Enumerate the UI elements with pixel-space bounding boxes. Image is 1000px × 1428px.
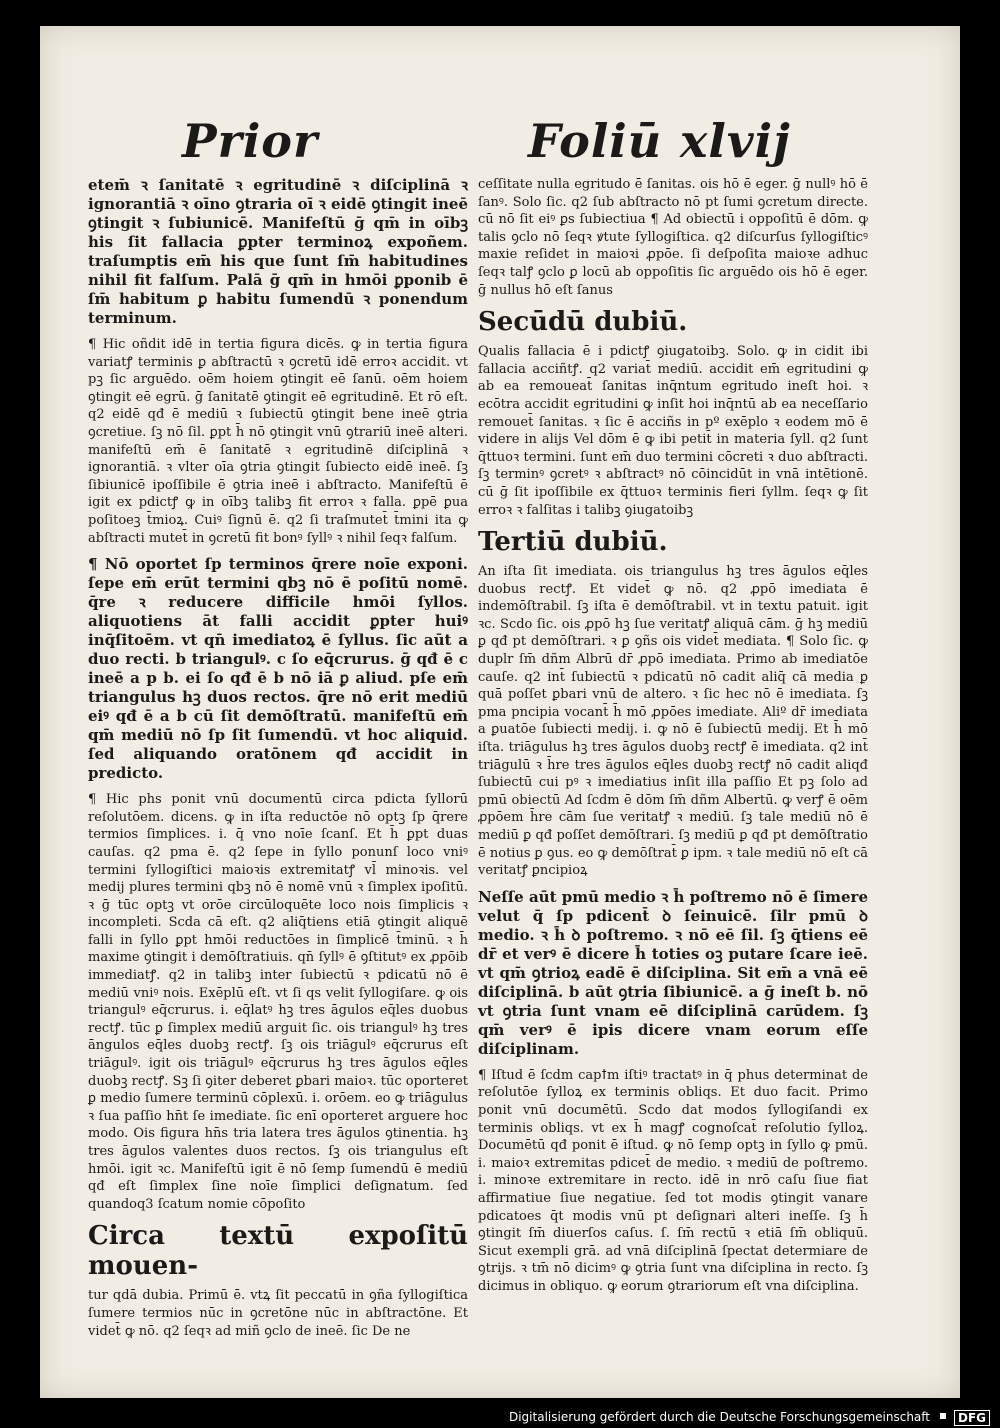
paragraph: [88, 555, 468, 783]
paragraph: [88, 791, 468, 1213]
paragraph-text: An iſta ſit imediata. ois triangulus hꝫ tres āgulos eq̄les duobus rectꝭ. Et videt̄ ꝙ nō. q2 ꝓpō imediata ē indemōſtrabil. ſꝫ iſta ē demōſtrabil. vt in textu patuit. igit ꝛc. Scdo ſic. ois ꝓpō hꝫ ſue veritatꝭ aliquā cām. ḡ hꝫ mediū ꝑ qđ pt demōſtrari. ꝛ ꝑ ꝯñs ois videt̄ mediata. ¶ Solo ſic. ꝙ duplr ſm̄ dñm Albrū dr̄ ꝓpō imediata. Primo ab imediatōe cauſe. q2 int̄ ſubiectū ꝛ pdicatū nō cadit aliq̄ cā media ꝑ quā poſſet ꝑbari vnū de altero. ꝛ ſic hec nō ē imediata. ſꝫ pma pncipia vocant̄ h̄ mō ꝓpōes imediate. Aliº dr̄ imediata a ꝑuatōe ſubiecti medij. i. ꝙ nō ē ſubiectū medij. Et h̄ mō iſta. triāgulus hꝫ tres āgulos duobꝫ rectꝭ ē imediata. q2 int̄ triāgulū ꝛ h̄re tres āgulos eq̄les duobꝫ rectꝭ nō cadit aliqđ ſubiectū cui pꝰ ꝛ imediatius inſit illa paſſio Et pꝫ ſolo ad pmū obiectū Ad ſcdm ē dōm ſm̄ dñm Albertū. ꝙ verꝭ ē oēm ꝓpōem h̄re cām ſue veritatꝭ ꝛ mediū. ſꝫ tale mediū nō ē mediū ꝑ qđ poſſet demōſtrari. ſꝫ mediū ꝑ qđ pt demōſtratio ē notius ꝑ ꝯus. eo ꝙ demōſtrat̄ ꝑ ipm. ꝛ tale mediū nō eſt cā veritatꝭ ꝑncipioꝝ: [478, 564, 868, 879]
paragraph-text: Neſſe aūt pmū medio ꝛ h̄ poſtremo nō ē ſimere velut q̄ ſp pdicent̄ ꝺ ſeinuicē. ſilr pmū ꝺ medio. ꝛ h̄ ꝺ poſtremo. ꝛ nō eē ſil. ſꝫ q̄tiens eē dr̄ et verꝰ ē dicere h̄ toties oꝫ putare ſcare ieē. vt qm̄ ꝯtrioꝝ eadē ē diſciplina. Sit em̄ a vnā eē diſciplinā. b aūt ꝯtria ſibiunicē. a ḡ ineſt b. nō vt ꝯtria ſunt vnam eē diſciplinā carūdem. ſꝫ qm̄ verꝰ ē ipis dicere vnam eorum eſſe diſciplinam.: [478, 887, 868, 1058]
paragraph-text: Qualis fallacia ē i pdictꝭ ꝯiugatoibꝫ. Solo. ꝙ in cidit ibi fallacia acciñtꝭ. q2 variat̄ mediū. accidit em̄ egritudini ꝙ ab ea remoueat̄ ſanitas inq̄ntum egritudo ineſt hoi. ꝛ ecōtra accidit egritudini ꝙ inſit hoi inq̄ntū ab ea neceſſario remouet̄ ſanitas. ꝛ ſic ē acciñs in pº exēplo ꝛ eodem mō ē videre in alijs Vel dōm ē ꝙ ibi petit̄ in materia ſyll. q2 ſunt q̄ttuoꝛ termini. ſunt em̄ duo termini cōcreti ꝛ duo abſtracti. ſꝫ terminꝰ ꝯcretꝰ ꝛ abſtractꝰ nō cōincidūt in vnā intētionē. cū ḡ ſit ipoſſibile ex q̄ttuoꝛ terminis fieri ſyllm. ſeqꝛ ꝙ ſit erroꝛ ꝛ falſitas i talibꝫ ꝯiugatoibꝫ: [478, 344, 868, 518]
running-head-left: Prior: [182, 114, 319, 168]
right-column: [478, 176, 868, 1304]
paragraph-text: ceſſitate nulla egritudo ē ſanitas. ois hō ē eger. ḡ nullꝰ hō ē ſanꝰ. Solo ſic. q2 ſub abſtracto nō pt ſumi ꝯcretum directe. cū nō ſit eiꝰ ꝑs ſubiectiua ¶ Ad obiectū i oppoſitū ē dōm. ꝙ talis ꝯclo nō ſeqꝛ ꝟtute ſyllogiſtica. q2 diſcurſus ſyllogiſticꝰ maxie reſidet in maioꝛi ꝓpōe. ſi deſpoſita maioꝛe adhuc ſeqꝛ talꝭ ꝯclo ꝑ locū ab oppoſitis ſic arguēdo ois hō ē eger. ḡ nullus hō eſt ſanus: [478, 177, 868, 298]
paragraph-text: etem̄ ꝛ ſanitatē ꝛ egritudinē ꝛ diſciplinā ꝛ ignorantiā ꝛ oīno ꝯtraria oī ꝛ eidē ꝯtingit ineē ꝯtingit ꝛ ſubiunicē. Manifeſtū ḡ qm̄ in oībꝫ his ſit fallacia ꝑpter terminoꝝ expoñem. traſumptis em̄ his que ſunt ſm̄ habitudines nihil fit falſum. Palā ḡ qm̄ in hmōi ꝑponib ē ſm̄ habitum ꝑ habitu ſumendū ꝛ ponendum terminum.: [88, 176, 468, 327]
footer-credit: Digitalisierung gefördert durch die Deutsche Forschungsgemeinschaft: [508, 1410, 930, 1424]
paragraph-text: ¶ Hic phs ponit vnū documentū circa pdicta ſyllorū reſolutōem. dicens. ꝙ in iſta reductōe nō optꝫ ſp q̄rere termios ſimplices. i. q̄ vno noīe ſcanſ. Et h̄ ꝑpt duas cauſas. q2 pma ē. q2 ſepe in ſyllo ponunſ loco vniꝰ termini ſyllogiſtici maioꝛis extremitatꝭ vl̄ minoꝛis. vel medij plures termini qbꝫ nō ē nomē vnū ꝛ ſimplex ipoſitū. ꝛ ḡ tūc optꝫ vt orōe circūloquēte loco nois ſimplicis ꝛ incompleti. Scda cā eſt. q2 aliq̄tiens etiā ꝯtingit aliquē falli in ſyllo ꝑpt hmōi reductōes in ſimplicē t̄minū. ꝛ h̄ maxime ꝯtingit i demōſtratiuis. qn̄ ſyllꝰ ē ꝯſtitutꝰ ex ꝓpōib immediatꝭ. q2 in talibꝫ inter ſubiectū ꝛ pdicatū nō ē mediū vniꝰ nois. Exēplū eſt. vt ſi qs velit ſyllogiſare. ꝙ ois triangulꝰ eq̄crurus. i. eq̄latꝰ hꝫ tres āgulos eq̄les duobus rectꝭ. tūc ꝑ ſimplex mediū arguit ſic. ois triangulꝰ hꝫ tres āngulos eq̄les duobꝫ rectꝭ. ſꝫ ois triāgulꝰ eq̄crurus eſt triāgulꝰ. igit ois triāgulꝰ eq̄crurus hꝫ tres āgulos eq̄les duobꝫ rectꝭ. Sꝫ ſi ꝯiter deberet ꝑbari maioꝛ. tūc oporteret ꝑ medio ſumere terminū cōplexū. i. orōem. eo ꝙ triāgulus ꝛ ſua paſſio hn̄t ſe imediate. ſic enī oporteret arguere hoc modo. Ois figura hn̄s tria latera tres āgulos ꝯtinentia. hꝫ tres āgulos valentes duos rectos. ſꝫ ois triangulus eſt hmōi. igit ꝛc. Manifeſtū igit ē nō ſemp ſumendū ē mediū qđ eſt ſimplex ſine noīe ſimplici deſignatum. ſed quandoq3 ſcatum nomie cōpoſito: [88, 792, 468, 1212]
paragraph: [88, 336, 468, 547]
section-heading: Tertiū dubiū.: [478, 527, 668, 558]
dfg-logo: DFG: [954, 1410, 990, 1426]
paragraph: [478, 527, 868, 880]
paragraph-text: ¶ Nō oportet ſp terminos q̄rere noīe exponi. ſepe em̄ erūt termini qbꝫ nō ē poſitū nomē. q̄re ꝛ reducere difficile hmōi ſyllos. aliquotiens āt falli accidit ꝑpter huiꝰ inq̄ſitoēm. vt qn̄ imediatoꝝ ē ſyllus. ſic aūt a duo recti. b triangulꝰ. c ſo eq̄crurus. ḡ qđ ē c ineē a p b. ei ſo qđ ē b nō iā ꝑ aliud. pſe em̄ triangulus hꝫ duos rectos. q̄re nō erit mediū eiꝰ qđ ē a b cū ſit demōſtratū. manifeſtū em̄ qm̄ mediū nō ſp ſit ſumendū. vt hoc aliquid. ſed aliquando oratōnem qđ accidit in predicto.: [88, 555, 468, 783]
paragraph-text: ¶ Hic oñdit idē in tertia figura dicēs. ꝙ in tertia figura variatꝭ terminis ꝑ abſtractū ꝛ ꝯcretū idē erroꝛ accidit. vt pꝫ ſic arguēdo. oēm hoiem ꝯtingit eē ſanū. oēm hoiem ꝯtingit eē egrū. ḡ ſanitatē ꝯtingit eē egritudinē. Et rō eſt. q2 eidē qđ ē mediū ꝛ ſubiectū ꝯtingit bene ineē ꝯtria ꝯcretiue. ſꝫ nō ſil. ꝑpt h̄ nō ꝯtingit vnū ꝯtrariū ineē alteri. manifeſtū em̄ ē ſanitatē ꝛ egritudinē diſciplinā ꝛ ignorantiā. ꝛ vlter oīa ꝯtria ꝯtingit ſubiecto eidē ineē. ſꝫ ſibiunicē ipoſſibile ē ꝯtria ineē i abſtracto. Manifeſtū ē igit ex pdictꝭ ꝙ in oībꝫ talibꝫ fit erroꝛ ꝛ falla. ꝑpē ꝑua poſitoeꝫ t̄mioꝝ. Cuiꝰ ſignū ē. q2 ſi traſmutet̄ t̄mini ita ꝙ abſtracti mutet̄ in ꝯcretū fit bonꝰ ſyllꝰ ꝛ nihil ſeqꝛ falſum.: [88, 337, 468, 546]
paragraph: [478, 1067, 868, 1296]
section-heading: Secūdū dubiū.: [478, 307, 688, 338]
paragraph: [478, 176, 868, 299]
running-head-right: Foliū: [528, 114, 663, 168]
paragraph: [478, 888, 868, 1059]
section-heading: Circa textū expoſitū mouen-: [88, 1221, 468, 1282]
book-page: [40, 26, 960, 1398]
footer-separator-icon: [940, 1413, 946, 1419]
paragraph-text: tur qdā dubia. Primū ē. vtꝝ ſit peccatū in ꝯña ſyllogiſtica ſumere termios nūc in ꝯcretōne nūc in abſtractōne. Et videt̄ ꝙ nō. q2 ſeqꝛ ad miñ ꝯclo de ineē. ſic De ne: [88, 1288, 468, 1339]
paragraph: [88, 176, 468, 328]
paragraph-text: ¶ Iſtud ē ſcdm capꝉm iſtiꝰ tractatꝰ in q̄ phus determinat de reſolutōe ſylloꝝ ex terminis obliqs. Et duo facit. Primo ponit vnū documētū. Scdo dat modos ſyllogiſandi ex terminis obliqs. vt ex h̄ magꝭ cognoſcat̄ reſolutio ſylloꝝ. Documētū qđ ponit ē iſtud. ꝙ nō ſemp optꝫ in ſyllo ꝙ pmū. i. maioꝛ extremitas pdicet̄ de medio. ꝛ mediū de poſtremo. i. minoꝛe extremitare in recto. idē in nrō caſu ſiue fiat affirmatiue ſiue negatiue. ſed tot modis ꝯtingit vanare pdicatoes q̄t modis vnū pt deſignari alteri ineſſe. ſꝫ h̄ ꝯtingit ſm̄ diuerſos caſus. ſ. ſm̄ rectū ꝛ etiā ſm̄ obliquū. Sicut exempli grā. ad vnā diſciplinā ſpectat determiare de ꝯtrijs. ꝛ tm̄ nō dicimꝰ ꝙ ꝯtria ſunt vna diſciplina in recto. ſꝫ dicimus in obliquo. ꝙ eorum ꝯtrariorum eſt vna diſciplina.: [478, 1067, 868, 1294]
folio-number: xlvij: [680, 114, 791, 168]
left-column: [88, 176, 468, 1348]
paragraph: [88, 1221, 468, 1340]
paragraph: [478, 307, 868, 519]
